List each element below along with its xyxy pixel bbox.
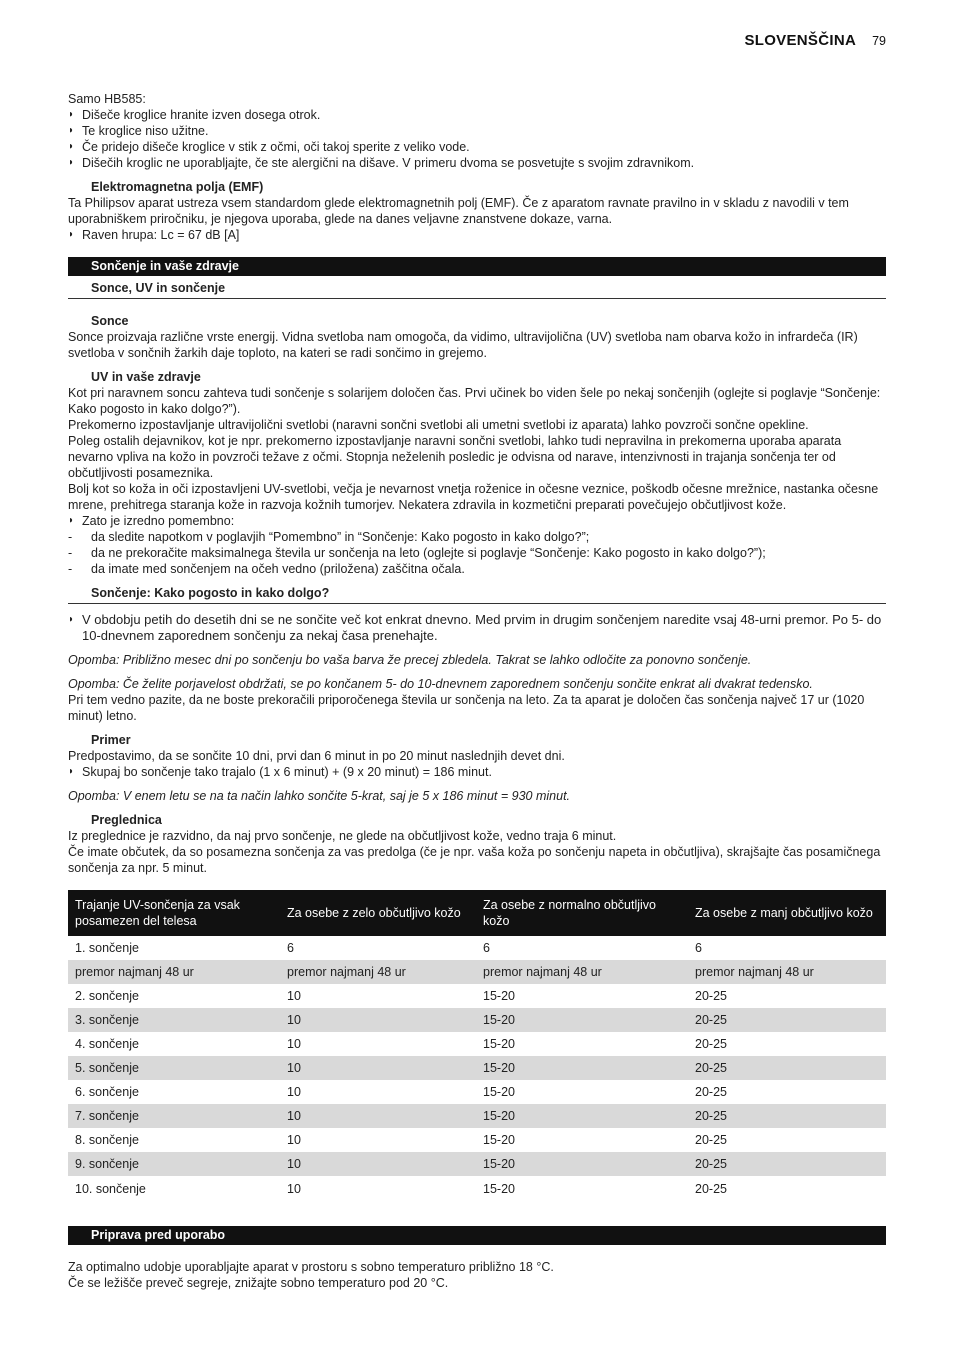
table-cell: 20-25 [695, 1133, 727, 1147]
table-cell: 9. sončenje [68, 1152, 280, 1176]
section-title-health: Sončenje in vaše zdravje [68, 257, 886, 276]
table-cell: premor najmanj 48 ur [68, 960, 280, 984]
table-cell: 15-20 [476, 1056, 688, 1080]
table-row [68, 1056, 886, 1080]
language-label: SLOVENŠČINA [744, 32, 857, 49]
dash-item: - da imate med sončenjem na očeh vedno (priložena) zaščitna očala. [68, 561, 886, 577]
table-header: Za osebe z manj občutljivo kožo [688, 890, 886, 936]
intro-bullet: ◗ Te kroglice niso užitne. [68, 123, 886, 139]
intro-bullet: ◗ Dišečih kroglic ne uporabljajte, če ste alergični na dišave. V primeru dvoma se posvetujte s svojim zdravnikom. [68, 155, 886, 171]
note-3: Opomba: V enem letu se na ta način lahko sončite 5-krat, saj je 5 x 186 minut = 930 minut. [68, 789, 571, 803]
table-cell: 20-25 [688, 1104, 886, 1128]
emf-text: Ta Philipsov aparat ustreza vsem standardom glede elektromagnetnih polj (EMF). Če z aparatom ravnate pravilno in v skladu z navodili v tem uporabniškem priročniku, je njegova uporaba, glede na danes veljavne znanstvene dokaze, varna. [68, 196, 849, 226]
table-cell: 10 [287, 1133, 301, 1147]
table-cell: 15-20 [476, 1152, 688, 1176]
table-header: Za osebe z zelo občutljivo kožo [280, 890, 476, 936]
table-cell: 10 [287, 1037, 301, 1051]
note-2-text: Pri tem vedno pazite, da ne boste prekoračili priporočenega števila ur sončenja na leto. Za ta aparat je določen čas sončenja največ 17 ur (1020 minut) letno. [68, 693, 865, 723]
table-cell: 3. sončenje [68, 1008, 280, 1032]
table-row [68, 1152, 886, 1176]
preparation-text: Če se ležišče preveč segreje, znižajte sobno temperaturo pod 20 °C. [68, 1276, 449, 1290]
table-heading: Preglednica [91, 813, 162, 827]
table-cell: 10 [280, 1152, 476, 1176]
table-cell: 15-20 [476, 1104, 688, 1128]
table-cell: 20-25 [695, 1085, 727, 1099]
sonce-heading: Sonce [91, 314, 129, 328]
table-row [68, 1080, 886, 1104]
table-cell: 6 [287, 941, 294, 955]
section-title-preparation: Priprava pred uporabo [68, 1226, 886, 1245]
page-header [744, 33, 886, 49]
page-content [68, 91, 886, 1291]
intro-bullet: ◗ Če pridejo dišeče kroglice v stik z očmi, oči takoj sperite z veliko vode. [68, 139, 886, 155]
noise-bullet: ◗ Raven hrupa: Lc = 67 dB [A] [68, 227, 886, 243]
table-cell: 15-20 [483, 1182, 515, 1196]
table-cell: 15-20 [483, 1085, 515, 1099]
table-cell: premor najmanj 48 ur [476, 960, 688, 984]
uv-paragraph: Poleg ostalih dejavnikov, kot je npr. prekomerno izpostavljanje naravni sončni svetlobi, lahko tudi nepravilna in prekomerna uporaba aparata nevarno vpliva na kožo in povzroči težave z očmi. Stopnja neželenih posledic je odvisna od narave, intenzivnosti in trajanja sončenja ter od občutljivosti posameznika. [68, 434, 842, 480]
table-cell: 15-20 [483, 1037, 515, 1051]
table-cell: 10 [287, 1085, 301, 1099]
table-cell: 15-20 [476, 1008, 688, 1032]
primer-heading: Primer [91, 733, 131, 747]
uv-paragraph: Bolj kot so koža in oči izpostavljeni UV-svetlobi, večja je nevarnost vnetja roženice in očesne veznice, poškodb očesne mrežnice, nastanka očesne mrene, prehitrega staranja kože in razvoja kožnih tumorjev. Nekatera zdravila in kozmetični preparati povečujejo občutljivost kože. [68, 482, 879, 512]
table-cell: premor najmanj 48 ur [280, 960, 476, 984]
table-header: Trajanje UV-sončenja za vsak posamezen del telesa [68, 890, 280, 936]
table-cell: 6. sončenje [75, 1085, 139, 1099]
table-row [68, 1032, 886, 1056]
table-row [68, 1104, 886, 1128]
table-cell: 10. sončenje [75, 1182, 146, 1196]
table-row [68, 1008, 886, 1032]
uv-paragraph: Kot pri naravnem soncu zahteva tudi sončenje s solarijem določen čas. Prvi učinek bo viden šele po nekaj sončenjih (oglejte si poglavje “Sončenje: Kako pogosto in kako dolgo?”). [68, 386, 881, 416]
table-cell: 20-25 [695, 1037, 727, 1051]
table-cell: 5. sončenje [68, 1056, 280, 1080]
table-cell: 8. sončenje [75, 1133, 139, 1147]
table-cell: 10 [287, 989, 301, 1003]
table-row [68, 1176, 886, 1202]
page-number: 79 [872, 34, 886, 48]
table-cell: 1. sončenje [75, 941, 139, 955]
table-row [68, 936, 886, 960]
important-bullet: ◗ Zato je izredno pomembno: [68, 513, 886, 529]
table-cell: 7. sončenje [68, 1104, 280, 1128]
table-cell: 20-25 [695, 989, 727, 1003]
preparation-text: Za optimalno udobje uporabljajte aparat v prostoru s sobno temperaturo približno 18 °C. [68, 1260, 554, 1274]
table-cell: 20-25 [695, 1182, 727, 1196]
table-row [68, 960, 886, 984]
primer-text: Predpostavimo, da se sončite 10 dni, prvi dan 6 minut in po 20 minut naslednjih devet dni. [68, 749, 565, 763]
tanning-table [68, 890, 886, 1202]
primer-bullet: ◗ Skupaj bo sončenje tako trajalo (1 x 6 minut) + (9 x 20 minut) = 186 minut. [68, 764, 886, 780]
dash-item: - da ne prekoračite maksimalnega števila ur sončenja na leto (oglejte si poglavje “Sončenje: Kako pogosto in kako dolgo?”); [68, 545, 886, 561]
table-cell: 4. sončenje [75, 1037, 139, 1051]
table-cell: 20-25 [688, 1152, 886, 1176]
table-cell: 6 [695, 941, 702, 955]
uv-heading: UV in vaše zdravje [91, 370, 201, 384]
subsection-frequency: Sončenje: Kako pogosto in kako dolgo? [68, 585, 886, 604]
table-cell: premor najmanj 48 ur [688, 960, 886, 984]
table-cell: 10 [280, 1008, 476, 1032]
intro-bullet: ◗ Dišeče kroglice hranite izven dosega otrok. [68, 107, 886, 123]
table-cell: 15-20 [483, 1133, 515, 1147]
frequency-bullet: ◗ V obdobju petih do desetih dni se ne sončite več kot enkrat dnevno. Med prvim in drugim sončenjem naredite vsaj 48-urni premor. Po 5- do 10-dnevnem zaporednem sončenju za nekaj časa prenehajte. [68, 612, 886, 644]
table-cell: 20-25 [688, 1056, 886, 1080]
table-intro: Če imate občutek, da so posamezna sončenja za vas predolga (če je npr. vaša koža po sončenju napeta in občutljiva), skrajšajte čas posamičnega sončenja za npr. 5 minut. [68, 845, 881, 875]
emf-heading: Elektromagnetna polja (EMF) [91, 180, 264, 194]
table-cell: 10 [280, 1056, 476, 1080]
table-header: Za osebe z normalno občutljivo kožo [476, 890, 688, 936]
table-cell: 2. sončenje [75, 989, 139, 1003]
table-header-row [68, 890, 886, 936]
table-cell: 6 [483, 941, 490, 955]
intro-label: Samo HB585: [68, 92, 146, 106]
table-intro: Iz preglednice je razvidno, da naj prvo sončenje, ne glede na občutljivost kože, vedno traja 6 minut. [68, 829, 617, 843]
table-row [68, 1128, 886, 1152]
table-cell: 15-20 [483, 989, 515, 1003]
uv-paragraph: Prekomerno izpostavljanje ultravijolični svetlobi (naravni sončni svetlobi ali umetni svetlobi iz aparata) lahko povzroči sončne opekline. [68, 418, 809, 432]
dash-item: - da sledite napotkom v poglavjih “Pomembno” in “Sončenje: Kako pogosto in kako dolgo?”; [68, 529, 886, 545]
sonce-text: Sonce proizvaja različne vrste energij. Vidna svetloba nam omogoča, da vidimo, ultravijolična (UV) svetloba nam obarva kožo in infrardeča (IR) svetloba v sončnih žarkih daje toploto, na kateri se radi sončimo in grejemo. [68, 330, 858, 360]
table-cell: 20-25 [688, 1008, 886, 1032]
note-1: Opomba: Približno mesec dni po sončenju bo vaša barva že precej zbledela. Takrat se lahko odločite za ponovno sončenje. [68, 653, 752, 667]
subsection-sun-uv: Sonce, UV in sončenje [68, 280, 886, 299]
table-cell: 10 [280, 1104, 476, 1128]
table-cell: 10 [287, 1182, 301, 1196]
table-row [68, 984, 886, 1008]
note-2: Opomba: Če želite porjavelost obdržati, se po končanem 5- do 10-dnevnem zaporednem sončenju sončite enkrat ali dvakrat tedensko. [68, 677, 813, 691]
